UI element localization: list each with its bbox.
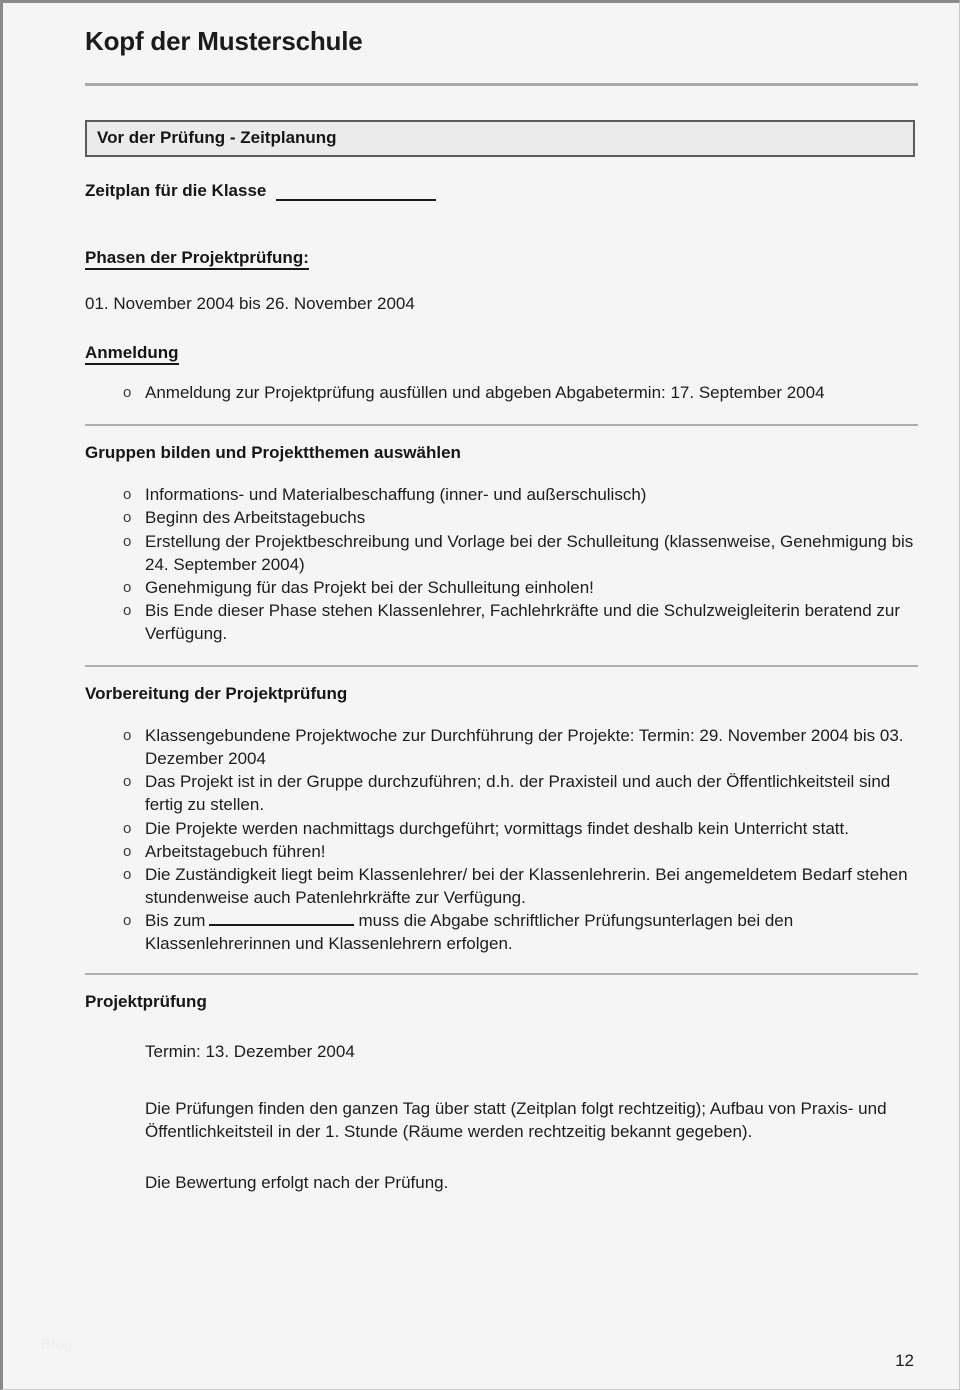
section-divider	[85, 665, 918, 667]
phases-heading	[85, 248, 918, 268]
list-item-text: Das Projekt ist in der Gruppe durchzuführen; d.h. der Praxisteil und auch der Öffentlichkeitsteil sind fertig zu stellen.	[145, 772, 891, 815]
list-item-text: Klassengebundene Projektwoche zur Durchführung der Projekte: Termin: 29. November 2004 bis 03. Dezember 2004	[145, 726, 904, 769]
klasse-line	[85, 181, 918, 201]
section-heading-projektpruefung: Projektprüfung	[85, 992, 207, 1012]
list-item-text: Die Zuständigkeit liegt beim Klassenlehrer/ bei der Klassenlehrerin. Bei angemeldetem Bedarf stehen stundenweise auch Patenlehrkräfte zur Verfügung.	[145, 864, 908, 907]
list-item	[85, 530, 918, 576]
page-title: Kopf der Musterschule	[85, 26, 363, 56]
pruefung-termin: Termin: 13. Dezember 2004	[145, 1042, 355, 1062]
gruppen-list	[85, 483, 918, 645]
page-number: 12	[895, 1351, 914, 1370]
list-item-text: Arbeitstagebuch führen!	[145, 841, 326, 861]
list-item-with-blank	[85, 909, 918, 955]
section-heading-anmeldung-label: Anmeldung	[85, 343, 179, 365]
list-item-text: Informations- und Materialbeschaffung (inner- und außerschulisch)	[145, 485, 647, 505]
list-item	[85, 599, 918, 645]
section-divider	[85, 973, 918, 975]
pruefung-paragraph-2: Die Bewertung erfolgt nach der Prüfung.	[145, 1173, 449, 1193]
bullet-marker-icon: o	[123, 486, 132, 504]
list-item	[85, 817, 918, 840]
vorbereitung-list	[85, 724, 918, 955]
list-item	[85, 770, 918, 816]
phases-date-range: 01. November 2004 bis 26. November 2004	[85, 294, 415, 314]
bullet-marker-icon: o	[123, 842, 132, 860]
section-divider	[85, 424, 918, 426]
klasse-label: Zeitplan für die Klasse	[85, 181, 267, 201]
abgabe-blank-field[interactable]	[209, 912, 354, 926]
bullet-marker-icon: o	[123, 601, 132, 619]
list-item	[85, 506, 918, 529]
klasse-blank-field[interactable]	[276, 185, 436, 201]
section-heading-gruppen: Gruppen bilden und Projektthemen auswählen	[85, 443, 461, 463]
list-item	[85, 381, 918, 404]
list-item-text: Genehmigung für das Projekt bei der Schulleitung einholen!	[145, 577, 594, 597]
list-item-text: Erstellung der Projektbeschreibung und Vorlage bei der Schulleitung (klassenweise, Genehmigung bis 24. September 2004)	[145, 531, 914, 574]
phases-heading-label: Phasen der Projektprüfung:	[85, 248, 309, 270]
bullet-marker-icon: o	[123, 509, 132, 527]
anmeldung-list	[85, 381, 918, 404]
list-item	[85, 724, 918, 770]
list-item-text: Anmeldung zur Projektprüfung ausfüllen und abgeben Abgabetermin: 17. September 2004	[145, 383, 825, 403]
bullet-marker-icon: o	[123, 911, 132, 929]
pruefung-paragraph-1: Die Prüfungen finden den ganzen Tag über statt (Zeitplan folgt rechtzeitig); Aufbau von Praxis- und Öffentlichkeitsteil in der 1. Stunde (Räume werden rechtzeitig bekannt gegeben).	[145, 1099, 887, 1142]
title-divider	[85, 83, 918, 86]
bullet-marker-icon: o	[123, 384, 132, 402]
list-item-text: Die Projekte werden nachmittags durchgeführt; vormittags findet deshalb kein Unterricht statt.	[145, 818, 849, 838]
list-item	[85, 576, 918, 599]
section-heading-anmeldung	[85, 343, 918, 363]
bullet-marker-icon: o	[123, 578, 132, 596]
watermark: Blog	[41, 1336, 74, 1353]
bullet-marker-icon: o	[123, 819, 132, 837]
bullet-marker-icon: o	[123, 865, 132, 883]
bullet-marker-icon: o	[123, 532, 132, 550]
section-heading-vorbereitung: Vorbereitung der Projektprüfung	[85, 684, 348, 704]
list-item	[85, 483, 918, 506]
bullet-marker-icon: o	[123, 727, 132, 745]
blank-item-suffix: muss die Abgabe schriftlicher Prüfungsunterlagen bei den Klassenlehrerinnen und Klassenlehrern erfolgen.	[145, 910, 794, 954]
boxed-subtitle-label: Vor der Prüfung - Zeitplanung	[97, 127, 337, 147]
list-item	[85, 840, 918, 863]
boxed-subtitle	[85, 120, 915, 158]
page-content	[85, 3, 918, 1195]
list-item	[85, 863, 918, 909]
bullet-marker-icon: o	[123, 773, 132, 791]
list-item-text: Beginn des Arbeitstagebuchs	[145, 508, 366, 528]
list-item-text: Bis Ende dieser Phase stehen Klassenlehrer, Fachlehrkräfte und die Schulzweigleiterin beratend zur Verfügung.	[145, 600, 901, 643]
blank-item-prefix: Bis zum	[145, 910, 206, 930]
